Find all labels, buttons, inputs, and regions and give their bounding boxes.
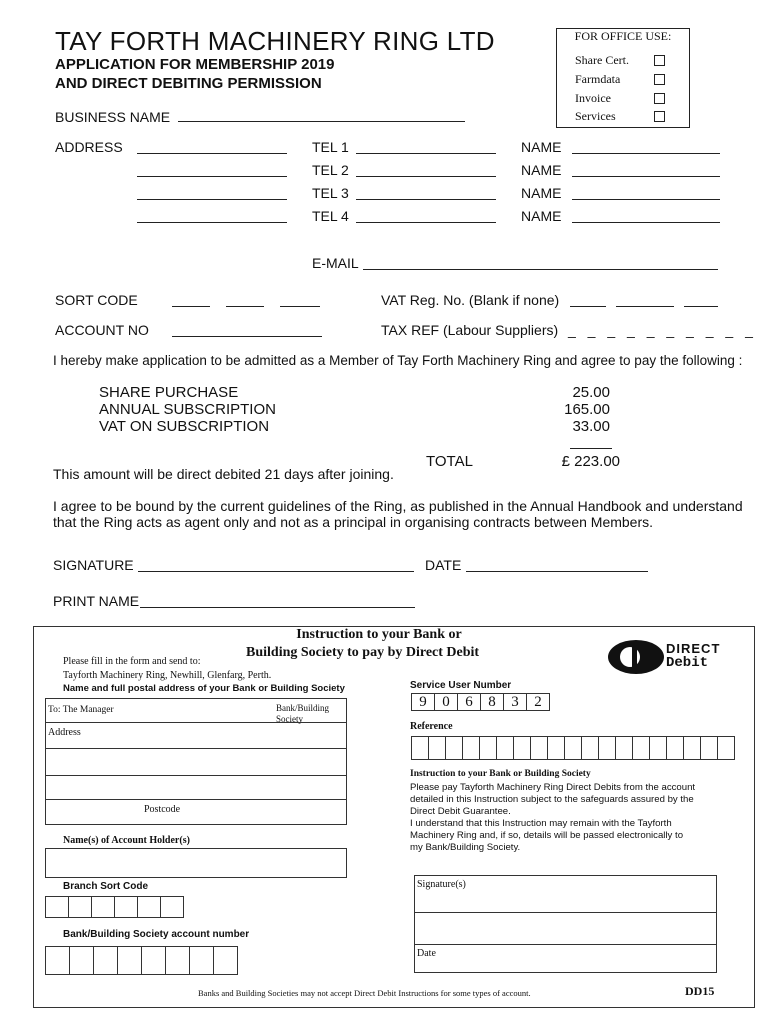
- invoice-checkbox[interactable]: [654, 93, 665, 104]
- vat-reg-part-3[interactable]: [684, 294, 718, 307]
- name-1-label: NAME: [521, 139, 562, 155]
- office-use-heading: FOR OFFICE USE:: [574, 29, 672, 43]
- sort-code-part-2[interactable]: [226, 294, 264, 307]
- divider: [415, 912, 716, 913]
- tel-3-field[interactable]: [356, 187, 496, 200]
- name-3-label: NAME: [521, 185, 562, 201]
- tax-ref-field[interactable]: _ _ _ _ _ _ _ _ _ _: [568, 322, 757, 338]
- vat-reg-label: VAT Reg. No. (Blank if none): [381, 292, 560, 308]
- dd-signature-label: Signature(s): [417, 879, 466, 890]
- dd-send-to: Please fill in the form and send to:: [63, 656, 201, 667]
- share-purchase-amount: 25.00: [572, 384, 610, 401]
- annual-subscription-label: ANNUAL SUBSCRIPTION: [99, 401, 276, 418]
- society-label: Society: [276, 714, 303, 724]
- date-field[interactable]: [466, 559, 648, 572]
- reference-field[interactable]: [411, 736, 735, 760]
- account-number-field[interactable]: [45, 946, 238, 975]
- debit-note: This amount will be direct debited 21 days after joining.: [53, 466, 394, 482]
- email-field[interactable]: [363, 257, 718, 270]
- vat-reg-part-2[interactable]: [616, 294, 674, 307]
- sort-code-part-3[interactable]: [280, 294, 320, 307]
- service-user-number: [411, 693, 550, 711]
- address-label-dd: Address: [48, 727, 81, 738]
- address-label: ADDRESS: [55, 139, 123, 155]
- office-item-farmdata: Farmdata: [575, 72, 621, 86]
- service-user-digit: 6: [457, 693, 480, 711]
- divider: [415, 944, 716, 945]
- address-line-4[interactable]: [137, 210, 287, 223]
- name-2-label: NAME: [521, 162, 562, 178]
- divider: [46, 799, 346, 800]
- print-name-field[interactable]: [140, 595, 415, 608]
- service-user-digit: 3: [503, 693, 526, 711]
- tel-4-field[interactable]: [356, 210, 496, 223]
- dd-date-label: Date: [417, 948, 436, 959]
- date-label: DATE: [425, 557, 462, 573]
- office-use-box: [556, 28, 690, 128]
- vat-subscription-label: VAT ON SUBSCRIPTION: [99, 418, 270, 435]
- account-no-label: ACCOUNT NO: [55, 322, 149, 338]
- name-4-field[interactable]: [572, 210, 720, 223]
- email-label: E-MAIL: [312, 255, 359, 271]
- address-line-2[interactable]: [137, 164, 287, 177]
- signature-field[interactable]: [138, 559, 414, 572]
- form-subtitle-2: AND DIRECT DEBITING PERMISSION: [55, 75, 322, 92]
- account-number-label: Bank/Building Society account number: [63, 929, 250, 940]
- business-name-row: [55, 109, 465, 125]
- service-user-digit: 0: [434, 693, 457, 711]
- office-item-share-cert: Share Cert.: [575, 53, 629, 67]
- signature-label: SIGNATURE: [53, 557, 134, 573]
- account-holders-label: Name(s) of Account Holder(s): [63, 835, 190, 846]
- tel-1-label: TEL 1: [312, 139, 349, 155]
- sort-code-part-1[interactable]: [172, 294, 210, 307]
- tel-3-label: TEL 3: [312, 185, 349, 201]
- service-user-label: Service User Number: [410, 680, 512, 691]
- tel-4-label: TEL 4: [312, 208, 349, 224]
- postcode-label: Postcode: [144, 804, 181, 815]
- tax-ref-label: TAX REF (Labour Suppliers): [381, 322, 559, 338]
- logo-text-debit: Debit: [666, 655, 709, 671]
- dd-title-2: Building Society to pay by Direct Debit: [246, 645, 480, 660]
- office-item-services: Services: [575, 109, 616, 123]
- dd-title-1: Instruction to your Bank or: [296, 627, 462, 642]
- address-line-1[interactable]: [137, 141, 287, 154]
- signature-date-box[interactable]: [414, 875, 717, 973]
- dd-bank-address-label: Name and full postal address of your Bank or Building Society: [63, 683, 345, 694]
- reference-label: Reference: [410, 721, 453, 732]
- branch-sort-code-label: Branch Sort Code: [63, 881, 149, 892]
- divider: [46, 775, 346, 776]
- total-amount: £ 223.00: [561, 453, 620, 470]
- name-1-field[interactable]: [572, 141, 720, 154]
- agreement-line-2: that the Ring acts as agent only and not as a principal in organising contracts between Members.: [53, 514, 654, 530]
- account-holders-field[interactable]: [45, 848, 347, 878]
- service-user-digit: 8: [480, 693, 503, 711]
- total-label: TOTAL: [426, 453, 473, 470]
- share-cert-checkbox[interactable]: [654, 55, 665, 66]
- services-checkbox[interactable]: [654, 111, 665, 122]
- annual-subscription-amount: 165.00: [564, 401, 610, 418]
- service-user-digit: 9: [411, 693, 434, 711]
- divider: [46, 722, 346, 723]
- share-purchase-label: SHARE PURCHASE: [99, 384, 239, 401]
- tel-1-field[interactable]: [356, 141, 496, 154]
- business-name-label: BUSINESS NAME: [55, 109, 171, 125]
- vat-reg-part-1[interactable]: [570, 294, 606, 307]
- to-manager-label: To: The Manager: [48, 705, 114, 715]
- bank-building-label: Bank/Building: [276, 703, 330, 713]
- business-name-field[interactable]: [178, 109, 465, 122]
- tel-2-label: TEL 2: [312, 162, 349, 178]
- dd-form-code: DD15: [685, 984, 715, 998]
- office-item-invoice: Invoice: [575, 91, 611, 105]
- farmdata-checkbox[interactable]: [654, 74, 665, 85]
- direct-debit-instruction: [33, 626, 755, 1008]
- divider: [46, 748, 346, 749]
- instruction-heading: Instruction to your Bank or Building Society: [410, 769, 591, 779]
- dd-send-address: Tayforth Machinery Ring, Newhill, Glenfarg, Perth.: [63, 670, 272, 681]
- logo-text-direct: DIRECT: [666, 641, 721, 656]
- vat-subscription-amount: 33.00: [572, 418, 610, 435]
- agreement-line-1: I agree to be bound by the current guidelines of the Ring, as published in the Annual Handbook and understand: [53, 498, 743, 514]
- form-subtitle-1: APPLICATION FOR MEMBERSHIP 2019: [55, 56, 335, 73]
- company-title: TAY FORTH MACHINERY RING LTD: [55, 26, 495, 56]
- bank-address-box[interactable]: [45, 698, 347, 825]
- branch-sort-code-field[interactable]: [45, 896, 184, 918]
- address-line-3[interactable]: [137, 187, 287, 200]
- name-3-field[interactable]: [572, 187, 720, 200]
- name-2-field[interactable]: [572, 164, 720, 177]
- tel-2-field[interactable]: [356, 164, 496, 177]
- print-name-label: PRINT NAME: [53, 593, 140, 609]
- instruction-text: Please pay Tayforth Machinery Ring Direct Debits from the account detailed in this Instruction subject to the safeguards assured by the Direct Debit Guarantee. I understand that this Instruction may remain with the Tayforth Machinery Ring and, if so, details will be passed electronically to my Bank/Building Society.: [410, 782, 696, 853]
- application-statement: I hereby make application to be admitted as a Member of Tay Forth Machinery Ring and agree to pay the following :: [53, 353, 743, 368]
- sort-code-label: SORT CODE: [55, 292, 138, 308]
- name-4-label: NAME: [521, 208, 562, 224]
- total-divider: [570, 448, 612, 449]
- dd-footer-note: Banks and Building Societies may not accept Direct Debit Instructions for some types of account.: [198, 988, 531, 998]
- service-user-digit: 2: [526, 693, 550, 711]
- direct-debit-logo: [606, 639, 734, 675]
- account-no-field[interactable]: [172, 324, 322, 337]
